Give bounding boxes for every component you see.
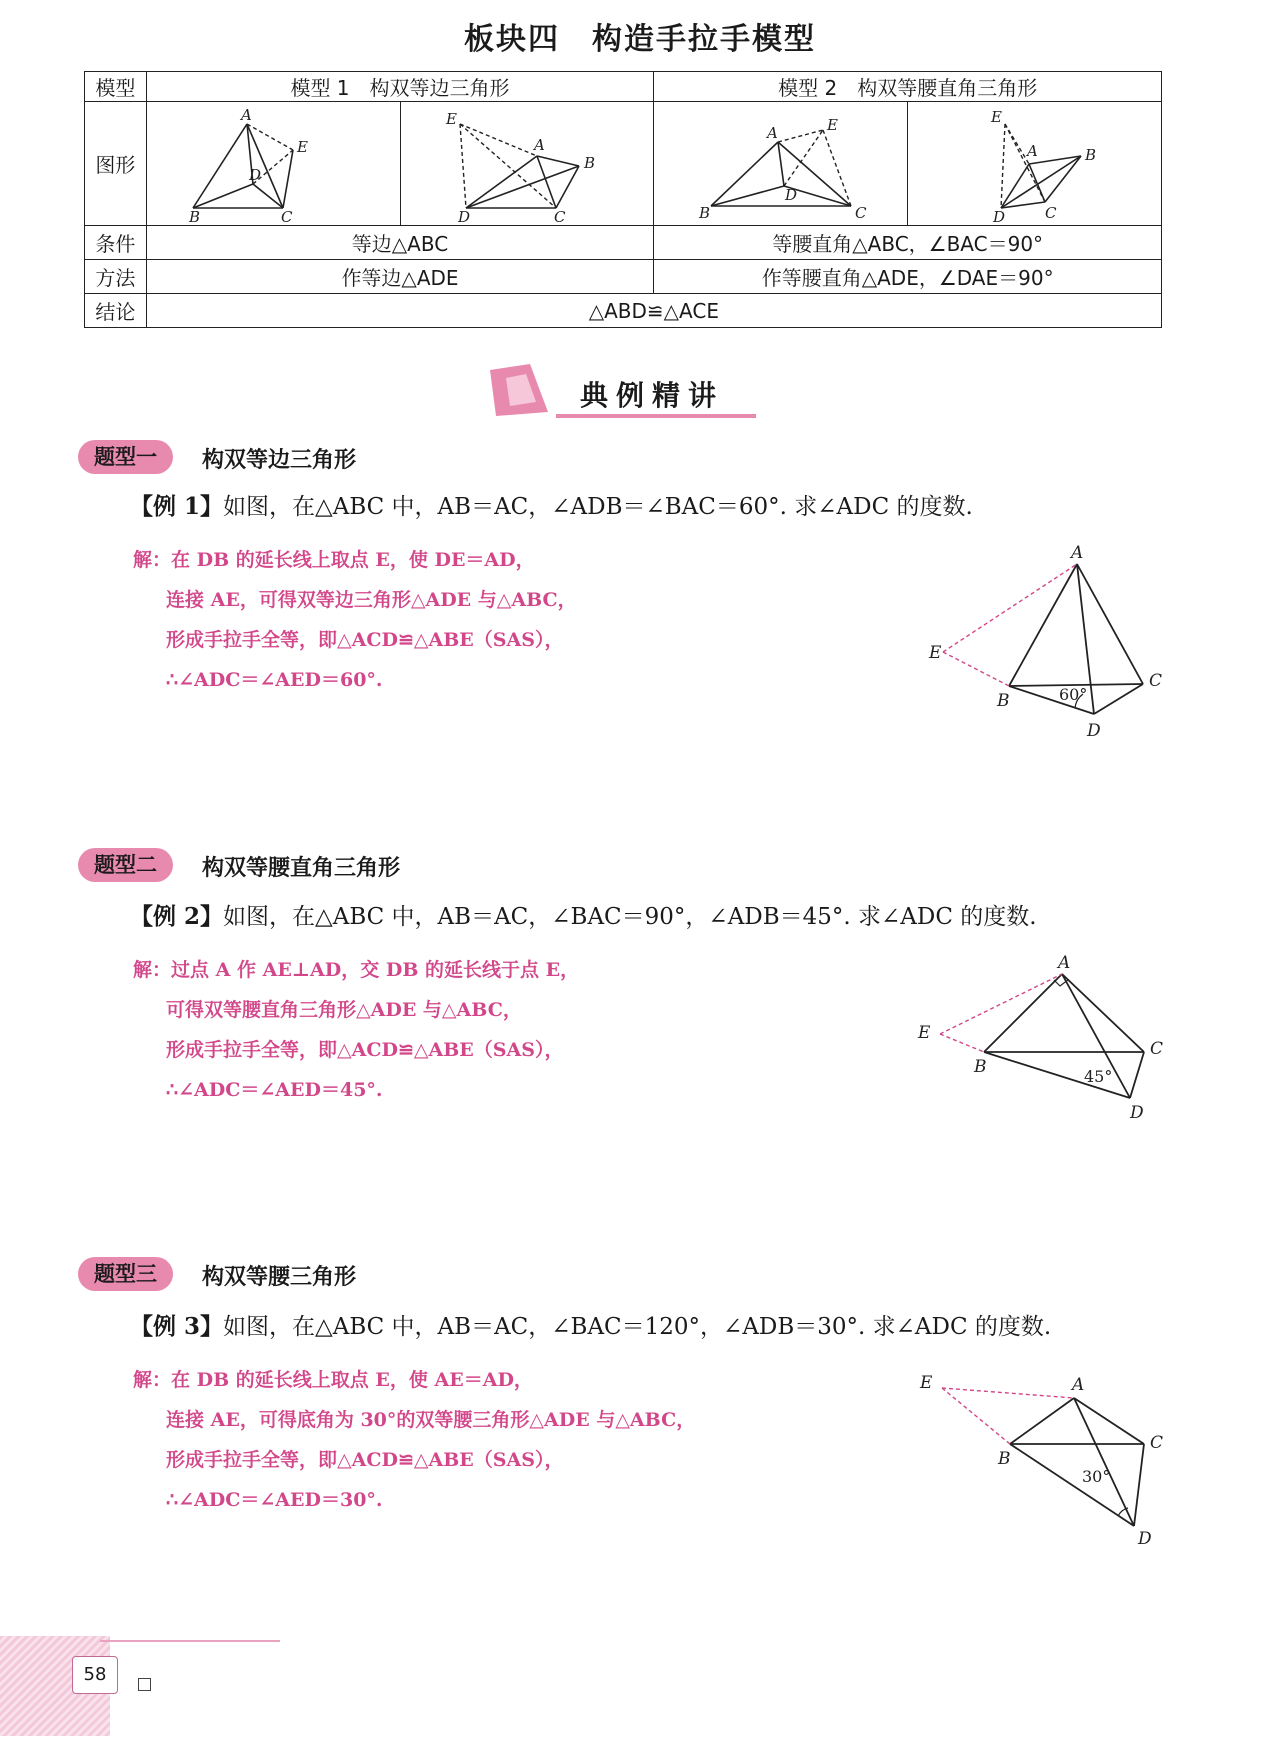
section-title: 典例精讲 [580,379,725,412]
conclusion-label: 结论 [85,294,147,328]
svg-text:D: D [249,165,262,184]
method1: 作等边△ADE [146,260,654,294]
condition1: 等边△ABC [146,226,654,260]
svg-text:D: D [1138,1529,1152,1549]
svg-text:B: B [998,1449,1011,1469]
type2-solution-line: ∴∠ADC＝∠AED＝45°. [166,1079,383,1101]
example3 [130,1308,1051,1341]
type1-solution-line: 连接 AE，可得双等边三角形△ADE 与△ABC， [166,589,577,611]
svg-text:60°: 60° [1059,685,1088,704]
svg-text:E: E [826,115,838,134]
svg-text:C: C [1044,203,1057,222]
example2-text: 如图，在△ABC 中，AB＝AC，∠BAC＝90°，∠ADB＝45°. 求∠ADC 的度数. [223,904,1037,930]
svg-text:B: B [189,207,201,224]
svg-text:B: B [583,153,595,172]
svg-text:A: A [1058,953,1071,973]
condition2: 等腰直角△ABC，∠BAC＝90° [654,226,1162,260]
method-label: 方法 [85,260,147,294]
svg-text:D: D [1087,721,1101,741]
page-number: 58 [72,1656,118,1694]
type1-solution-line: 解：在 DB 的延长线上取点 E，使 DE＝AD， [133,549,535,571]
svg-text:A: A [1071,543,1084,563]
model1-title: 模型 1 构双等边三角形 [146,72,654,102]
svg-text:A: A [1026,141,1038,160]
svg-text:C: C [854,203,867,222]
type3-badge: 题型三 [78,1257,173,1291]
type1-title: 构双等边三角形 [202,448,357,473]
example1-label: 【例 1】 [130,493,224,520]
svg-text:E: E [990,107,1002,126]
example1 [130,488,973,521]
svg-text:A: A [241,105,252,124]
type2-title: 构双等腰直角三角形 [202,856,401,881]
svg-text:E: E [918,1023,931,1043]
condition-label: 条件 [85,226,147,260]
type2-solution-line: 可得双等腰直角三角形△ADE 与△ABC， [166,999,522,1021]
type1-solution-line: 形成手拉手全等，即△ACD≌△ABE（SAS）， [166,629,564,651]
model2-figure-a [654,102,908,226]
type2-solution-line: 解：过点 A 作 AE⊥AD，交 DB 的延长线于点 E， [133,959,580,981]
svg-text:B: B [974,1057,987,1077]
header-label: 模型 [85,72,147,102]
svg-text:B: B [997,691,1010,711]
type2-badge: 题型二 [78,848,173,882]
svg-text:B: B [1084,145,1096,164]
svg-text:A: A [533,135,545,154]
svg-text:D: D [784,185,797,204]
footer-square-icon [138,1678,151,1691]
svg-text:C: C [1150,1433,1164,1453]
svg-text:C: C [553,207,566,224]
model-table [84,71,1162,328]
type3-solution-line: 形成手拉手全等，即△ACD≌△ABE（SAS）， [166,1449,564,1471]
conclusion: △ABD≌△ACE [146,294,1161,328]
figure-label: 图形 [85,102,147,226]
page-title: 板块四 构造手拉手模型 [464,22,816,57]
svg-text:B: B [698,203,710,222]
example1-figure [925,540,1165,750]
example1-text: 如图，在△ABC 中，AB＝AC，∠ADB＝∠BAC＝60°. 求∠ADC 的度数. [223,494,973,520]
svg-text:E: E [445,109,457,128]
svg-text:A: A [766,123,778,142]
type3-title: 构双等腰三角形 [202,1265,357,1290]
example3-label: 【例 3】 [130,1313,224,1340]
svg-text:E: E [920,1373,933,1393]
svg-text:E: E [297,137,309,156]
svg-text:A: A [1072,1375,1085,1395]
type2-solution-line: 形成手拉手全等，即△ACD≌△ABE（SAS）， [166,1039,564,1061]
method2: 作等腰直角△ADE，∠DAE＝90° [654,260,1162,294]
footer-divider [100,1640,280,1642]
type3-solution-line: 解：在 DB 的延长线上取点 E，使 AE＝AD， [133,1369,533,1391]
svg-text:E: E [929,643,942,663]
svg-text:45°: 45° [1084,1067,1113,1086]
svg-text:C: C [281,207,293,224]
type3-solution-line: ∴∠ADC＝∠AED＝30°. [166,1489,383,1511]
model1-figure-a [146,102,400,226]
example3-text: 如图，在△ABC 中，AB＝AC，∠BAC＝120°，∠ADB＝30°. 求∠ADC 的度数. [223,1314,1052,1340]
example3-figure [912,1370,1172,1550]
example2 [130,898,1037,931]
model2-title: 模型 2 构双等腰直角三角形 [654,72,1162,102]
svg-text:D: D [992,207,1005,224]
model2-figure-b [908,102,1162,226]
example2-figure [912,950,1172,1130]
model1-figure-b [400,102,654,226]
type1-badge: 题型一 [78,440,173,474]
example2-label: 【例 2】 [130,903,224,930]
type3-solution-line: 连接 AE，可得底角为 30°的双等腰三角形△ADE 与△ABC， [166,1409,696,1431]
type1-solution-line: ∴∠ADC＝∠AED＝60°. [166,669,383,691]
svg-text:D: D [1130,1103,1144,1123]
svg-text:D: D [457,207,470,224]
svg-text:30°: 30° [1082,1467,1111,1486]
svg-text:C: C [1150,1039,1164,1059]
svg-text:C: C [1149,671,1163,691]
